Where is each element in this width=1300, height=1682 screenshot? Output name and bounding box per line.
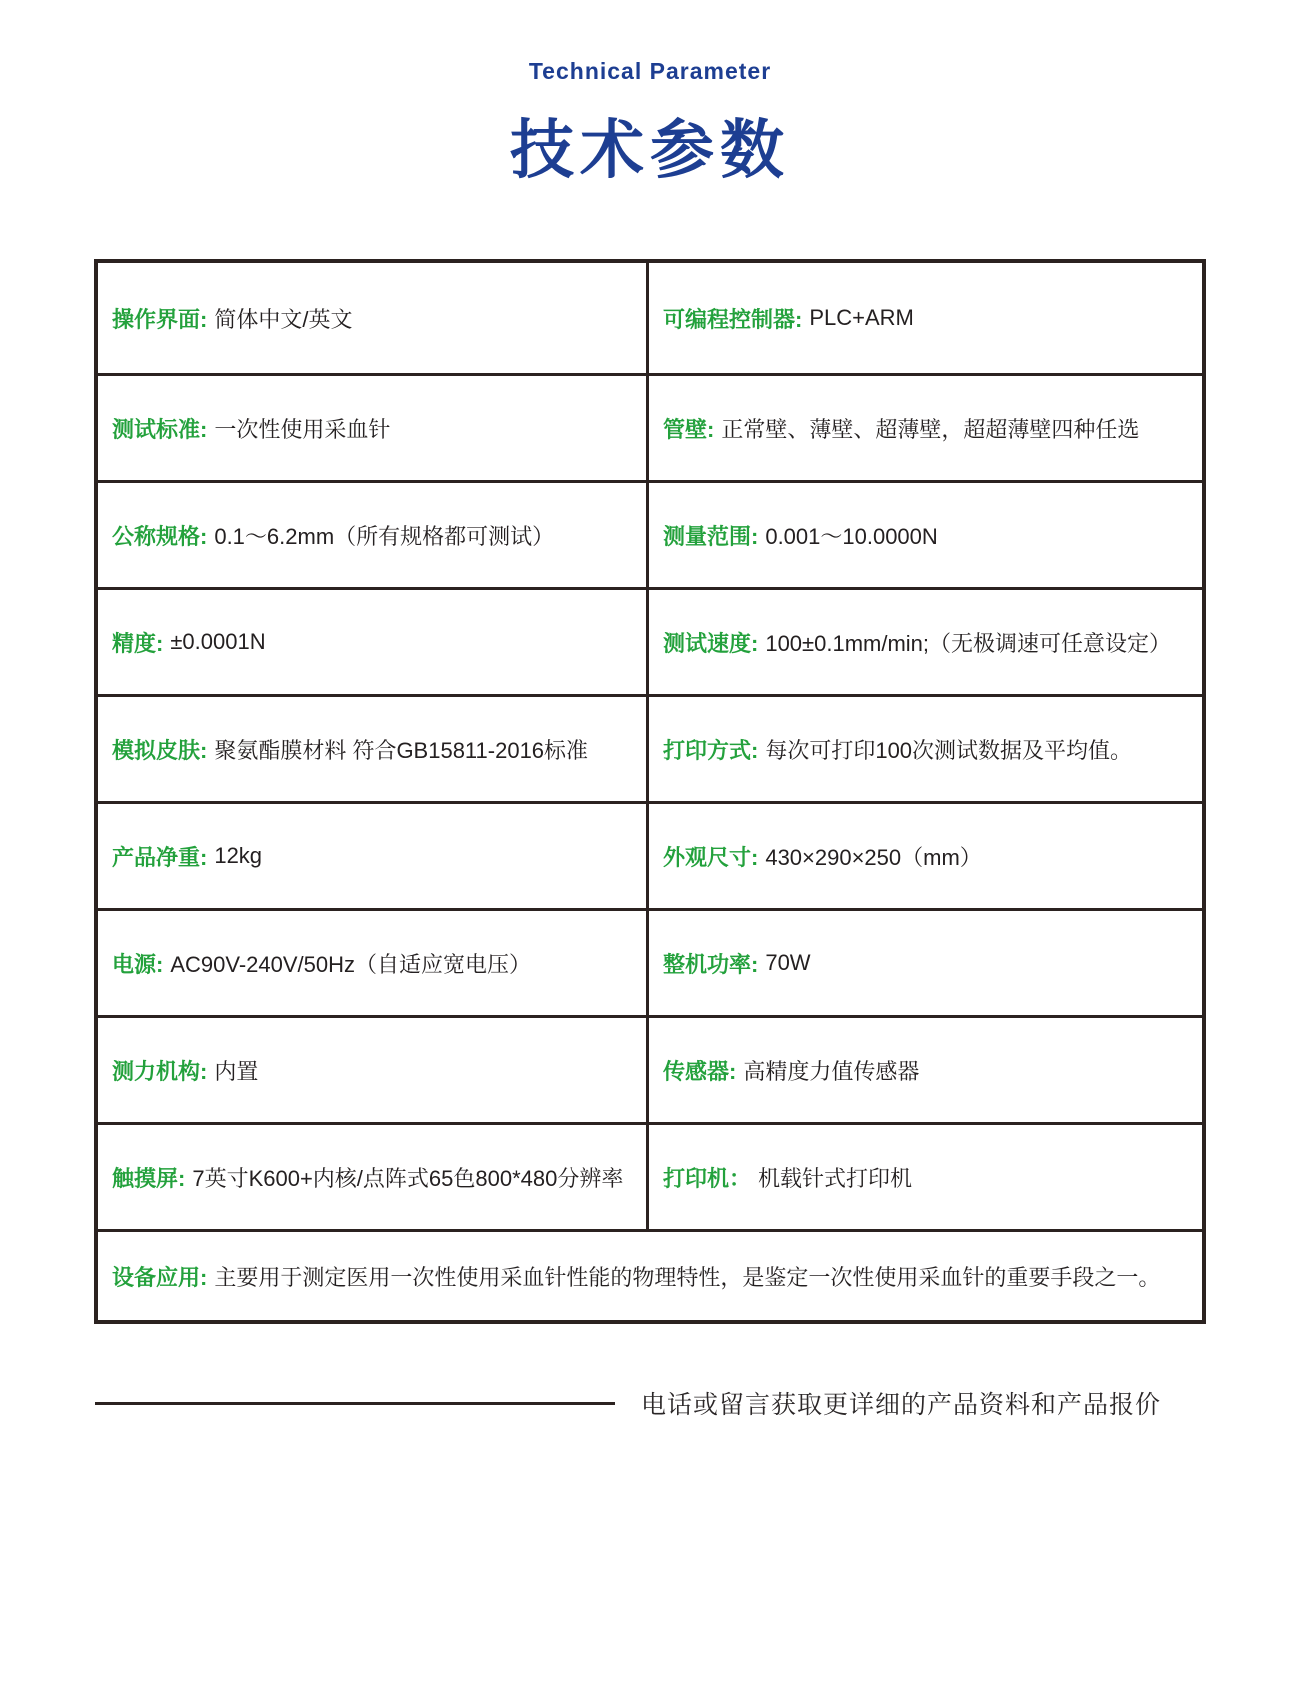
table-row-device-application	[98, 1232, 1202, 1320]
spec-label: 公称规格:	[112, 523, 208, 549]
spec-value: 主要用于测定医用一次性使用采血针性能的物理特性，是鉴定一次性使用采血针的重要手段之一。	[214, 1264, 1161, 1290]
spec-value: 聚氨酯膜材料 符合GB15811-2016标准	[214, 737, 589, 763]
table-row	[98, 483, 1202, 590]
spec-cell-plc-controller	[649, 263, 1202, 373]
spec-value: 0.1～6.2mm（所有规格都可测试）	[214, 523, 555, 549]
spec-cell-tube-wall	[649, 376, 1202, 480]
spec-cell-print-mode	[649, 697, 1202, 801]
table-row	[98, 590, 1202, 697]
spec-label: 可编程控制器:	[663, 306, 803, 332]
table-row	[98, 376, 1202, 483]
spec-value: 100±0.1mm/min;（无极调速可任意设定）	[765, 630, 1172, 656]
spec-value: 简体中文/英文	[214, 306, 353, 332]
spec-cell-net-weight	[98, 804, 649, 908]
spec-value: 7英寸K600+内核/点阵式65色800*480分辨率	[192, 1165, 624, 1191]
spec-cell-touch-screen	[98, 1125, 649, 1229]
spec-value: 正常壁、薄壁、超薄壁，超超薄壁四种任选	[721, 416, 1140, 442]
spec-label: 打印方式:	[663, 737, 759, 763]
spec-cell-measure-range	[649, 483, 1202, 587]
spec-label: 精度:	[112, 630, 164, 656]
spec-value: 430×290×250（mm）	[765, 844, 982, 870]
spec-label: 产品净重:	[112, 844, 208, 870]
spec-value: 0.001～10.0000N	[765, 523, 938, 549]
spec-label: 测量范围:	[663, 523, 759, 549]
spec-value: 70W	[765, 950, 811, 975]
spec-value: PLC+ARM	[809, 305, 914, 330]
spec-table	[94, 259, 1206, 1324]
spec-cell-device-application	[98, 1232, 1202, 1320]
table-row	[98, 1125, 1202, 1232]
spec-cell-dimensions	[649, 804, 1202, 908]
spec-label: 整机功率:	[663, 951, 759, 977]
table-row	[98, 804, 1202, 911]
spec-label: 设备应用:	[112, 1264, 208, 1290]
spec-label: 打印机：	[663, 1165, 752, 1191]
spec-cell-operation-interface	[98, 263, 649, 373]
spec-value: 内置	[214, 1058, 259, 1084]
subtitle-english: Technical Parameter	[528, 58, 772, 84]
spec-label: 模拟皮肤:	[112, 737, 208, 763]
spec-value: 机载针式打印机	[758, 1165, 913, 1191]
page-title: 技术参数	[510, 114, 790, 186]
spec-label: 操作界面:	[112, 306, 208, 332]
spec-cell-accuracy	[98, 590, 649, 694]
spec-cell-test-speed	[649, 590, 1202, 694]
spec-cell-force-mechanism	[98, 1018, 649, 1122]
header	[0, 0, 1300, 191]
spec-label: 测试速度:	[663, 630, 759, 656]
table-row	[98, 911, 1202, 1018]
footer-note	[95, 1382, 1207, 1424]
spec-label: 测试标准:	[112, 416, 208, 442]
spec-value: ±0.0001N	[170, 629, 266, 654]
spec-cell-test-standard	[98, 376, 649, 480]
spec-cell-nominal-spec	[98, 483, 649, 587]
spec-value: 12kg	[214, 843, 263, 868]
spec-cell-power-supply	[98, 911, 649, 1015]
spec-value: 每次可打印100次测试数据及平均值。	[765, 737, 1133, 763]
spec-value: AC90V-240V/50Hz（自适应宽电压）	[170, 951, 531, 977]
spec-cell-total-power	[649, 911, 1202, 1015]
spec-cell-printer	[649, 1125, 1202, 1229]
spec-cell-simulated-skin	[98, 697, 649, 801]
spec-label: 传感器:	[663, 1058, 737, 1084]
table-row	[98, 697, 1202, 804]
spec-value: 一次性使用采血针	[214, 416, 391, 442]
footer-text: 电话或留言获取更详细的产品资料和产品报价	[641, 1391, 1162, 1419]
spec-label: 外观尺寸:	[663, 844, 759, 870]
spec-label: 电源:	[112, 951, 164, 977]
spec-value: 高精度力值传感器	[743, 1058, 920, 1084]
table-row	[98, 1018, 1202, 1125]
divider-line	[95, 1402, 615, 1405]
spec-label: 管壁:	[663, 416, 715, 442]
spec-cell-sensor	[649, 1018, 1202, 1122]
spec-label: 测力机构:	[112, 1058, 208, 1084]
table-row	[98, 263, 1202, 376]
spec-label: 触摸屏:	[112, 1165, 186, 1191]
